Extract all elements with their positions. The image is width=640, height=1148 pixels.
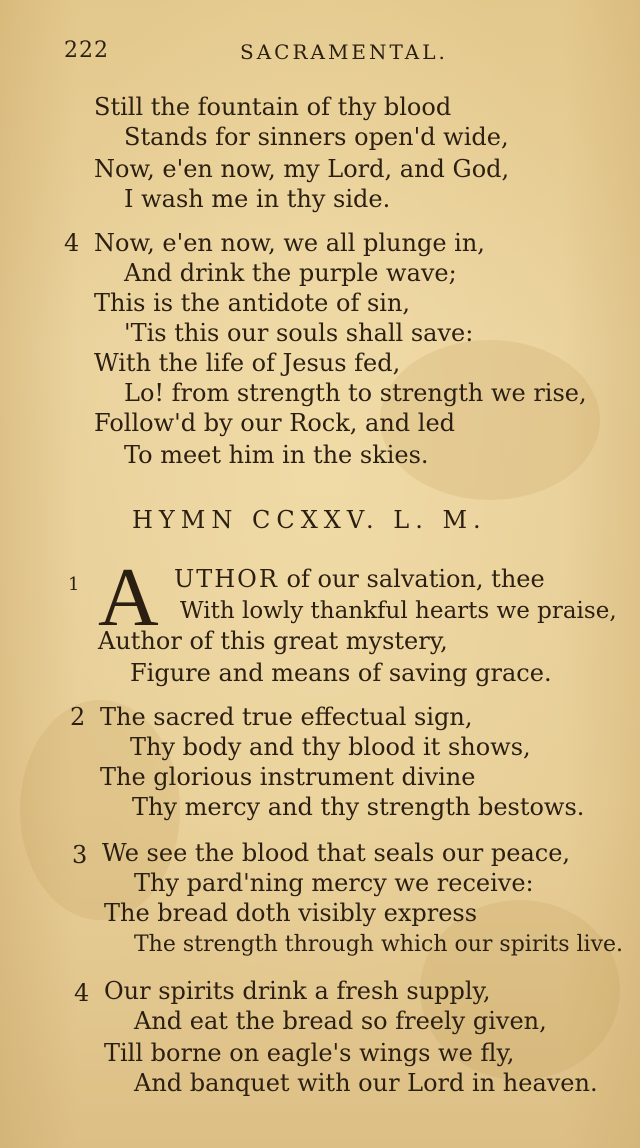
verse-line: 'Tis this our souls shall save: <box>124 319 474 347</box>
verse-line: Our spirits drink a fresh supply, <box>104 977 491 1005</box>
first-line-rest: of our salvation, thee <box>278 565 545 593</box>
verse-line: And banquet with our Lord in heaven. <box>134 1069 598 1097</box>
verse-line: Stands for sinners open'd wide, <box>124 123 509 151</box>
verse-line: Now, e'en now, we all plunge in, <box>94 229 485 257</box>
verse-line: The glorious instrument divine <box>100 763 476 791</box>
verse-line: The sacred true effectual sign, <box>100 703 473 731</box>
running-head: SACRAMENTAL. <box>240 40 448 64</box>
verse-line: The strength through which our spirits live. <box>134 932 624 957</box>
verse-number: 1 <box>68 574 80 595</box>
page-header <box>0 38 640 68</box>
verse-line: This is the antidote of sin, <box>94 289 411 317</box>
verse-line: Lo! from strength to strength we rise, <box>124 379 587 407</box>
verse-line: Still the fountain of thy blood <box>94 93 452 121</box>
verse-line: Now, e'en now, my Lord, and God, <box>94 155 510 183</box>
verse-line: Till borne on eagle's wings we fly, <box>104 1039 515 1067</box>
verse-line: Figure and means of saving grace. <box>130 659 552 687</box>
verse-number: 4 <box>64 229 80 257</box>
verse-line: And drink the purple wave; <box>124 259 457 287</box>
verse-line: Thy pard'ning mercy we receive: <box>134 869 534 897</box>
hymn-title: HYMN CCXXV. L. M. <box>132 506 487 534</box>
verse-line: Follow'd by our Rock, and led <box>94 409 456 437</box>
first-word: UTHOR <box>174 565 279 593</box>
verse-line: I wash me in thy side. <box>124 185 391 213</box>
verse-first-line <box>174 564 545 594</box>
verse-line: To meet him in the skies. <box>124 441 429 469</box>
verse-line: The bread doth visibly express <box>104 899 478 927</box>
verse-number: 2 <box>70 703 86 731</box>
verse-line: Thy body and thy blood it shows, <box>130 733 531 761</box>
drop-cap: A <box>98 551 159 644</box>
verse-line: Thy mercy and thy strength bestows. <box>132 793 585 821</box>
verse-line: Author of this great mystery, <box>98 627 448 655</box>
verse-line: With the life of Jesus fed, <box>94 349 401 377</box>
verse-number: 4 <box>74 979 90 1007</box>
page-number: 222 <box>64 38 109 63</box>
verse-line: With lowly thankful hearts we praise, <box>180 598 617 624</box>
verse-line: We see the blood that seals our peace, <box>102 839 571 867</box>
verse-number: 3 <box>72 841 88 869</box>
verse-line: And eat the bread so freely given, <box>134 1007 547 1035</box>
